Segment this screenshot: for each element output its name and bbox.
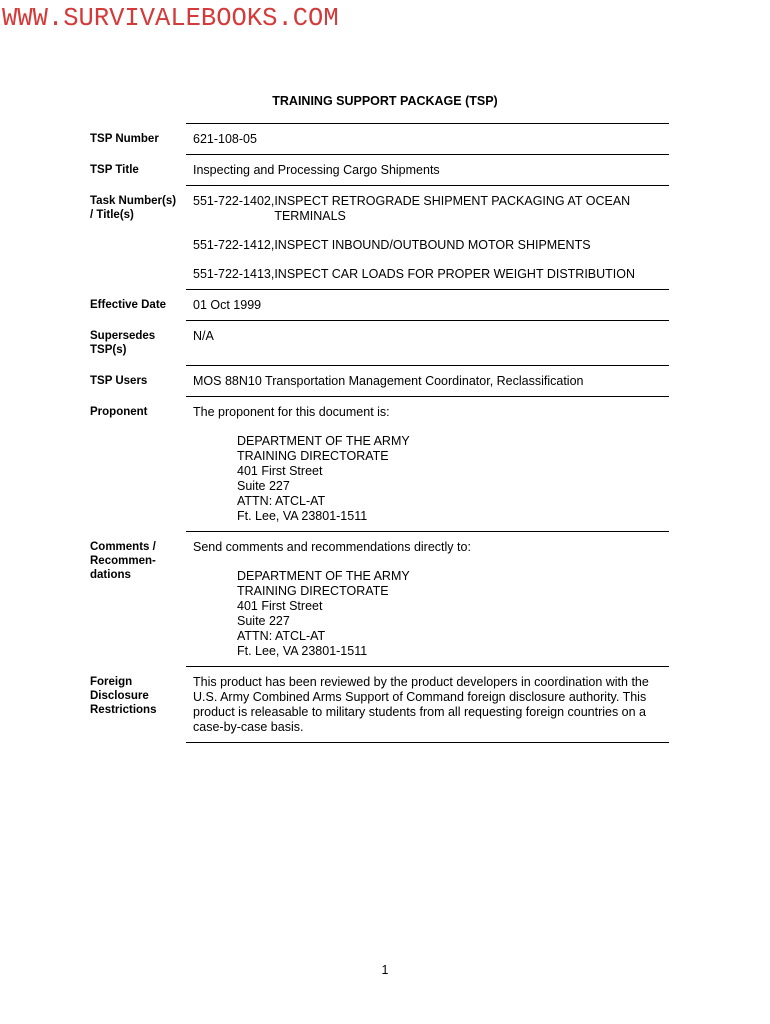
tsp-info-table [90, 123, 663, 743]
proponent-intro: The proponent for this document is: [193, 405, 390, 419]
address-line: Suite 227 [237, 479, 290, 493]
supersedes-label [90, 320, 186, 365]
proponent-label: Proponent [90, 406, 148, 418]
task-title-line1: INSPECT RETROGRADE SHIPMENT PACKAGING AT OCEAN [274, 194, 631, 208]
tasks-label-line1: Task Number(s) [90, 195, 177, 207]
comments-label-line3: dations [90, 569, 131, 581]
foreign-label-line3: Restrictions [90, 704, 157, 716]
task-number: 551-722-1413, [193, 267, 275, 281]
effective-date-value: 01 Oct 1999 [186, 289, 669, 320]
tasks-value [186, 185, 669, 289]
address-line: ATTN: ATCL-AT [237, 629, 326, 643]
address-line: DEPARTMENT OF THE ARMY [237, 569, 410, 583]
tsp-users-label: TSP Users [90, 375, 148, 387]
task-title: INSPECT INBOUND/OUTBOUND MOTOR SHIPMENTS [274, 238, 591, 252]
foreign-label-line2: Disclosure [90, 690, 149, 702]
address-line: Ft. Lee, VA 23801-1511 [237, 509, 368, 523]
address-line: 401 First Street [237, 464, 323, 478]
tsp-title-value: Inspecting and Processing Cargo Shipments [186, 154, 669, 185]
document-title: TRAINING SUPPORT PACKAGE (TSP) [272, 94, 498, 108]
supersedes-label-line2: TSP(s) [90, 344, 127, 356]
row-tsp-number [90, 123, 663, 154]
watermark-url: WWW.SURVIVALEBOOKS.COM [2, 4, 339, 33]
comments-address [237, 569, 669, 659]
supersedes-value: N/A [186, 320, 669, 365]
row-proponent [90, 396, 663, 531]
tsp-number-value: 621-108-05 [186, 123, 669, 154]
foreign-line: case-by-case basis. [193, 720, 304, 734]
tasks-label-line2: / Title(s) [90, 209, 134, 221]
comments-label [90, 531, 186, 666]
task-item [193, 267, 669, 282]
address-line: Suite 227 [237, 614, 290, 628]
tsp-title-label: TSP Title [90, 164, 139, 176]
row-tasks [90, 185, 663, 289]
proponent-address [237, 434, 669, 524]
comments-label-line2: Recommen- [90, 555, 156, 567]
address-line: TRAINING DIRECTORATE [237, 584, 389, 598]
foreign-line: U.S. Army Combined Arms Support of Command foreign disclosure authority. This [193, 690, 647, 704]
foreign-value [186, 666, 669, 743]
comments-label-line1: Comments / [90, 541, 156, 553]
row-supersedes [90, 320, 663, 365]
foreign-label-line1: Foreign [90, 676, 133, 688]
foreign-label [90, 666, 186, 743]
foreign-line: product is releasable to military students from all requesting foreign countries on a [193, 705, 647, 719]
task-title-line2: TERMINALS [274, 209, 346, 223]
task-number: 551-722-1412, [193, 238, 275, 252]
supersedes-label-line1: Supersedes [90, 330, 156, 342]
row-tsp-title [90, 154, 663, 185]
tsp-number-label: TSP Number [90, 133, 159, 145]
task-title [274, 194, 669, 224]
address-line: DEPARTMENT OF THE ARMY [237, 434, 410, 448]
proponent-value [186, 396, 669, 531]
task-item [193, 238, 669, 253]
row-tsp-users [90, 365, 663, 396]
row-effective-date [90, 289, 663, 320]
comments-intro: Send comments and recommendations directly to: [193, 540, 471, 554]
address-line: 401 First Street [237, 599, 323, 613]
row-comments [90, 531, 663, 666]
row-foreign-disclosure [90, 666, 663, 743]
task-title: INSPECT CAR LOADS FOR PROPER WEIGHT DISTRIBUTION [274, 267, 636, 281]
tasks-label [90, 185, 186, 289]
address-line: ATTN: ATCL-AT [237, 494, 326, 508]
address-line: TRAINING DIRECTORATE [237, 449, 389, 463]
task-number: 551-722-1402, [193, 194, 275, 208]
address-line: Ft. Lee, VA 23801-1511 [237, 644, 368, 658]
task-item [193, 194, 669, 224]
page-number: 1 [381, 963, 389, 977]
comments-value [186, 531, 669, 666]
effective-date-label: Effective Date [90, 299, 167, 311]
foreign-line: This product has been reviewed by the product developers in coordination with the [193, 675, 649, 689]
tsp-users-value: MOS 88N10 Transportation Management Coordinator, Reclassification [186, 365, 669, 396]
